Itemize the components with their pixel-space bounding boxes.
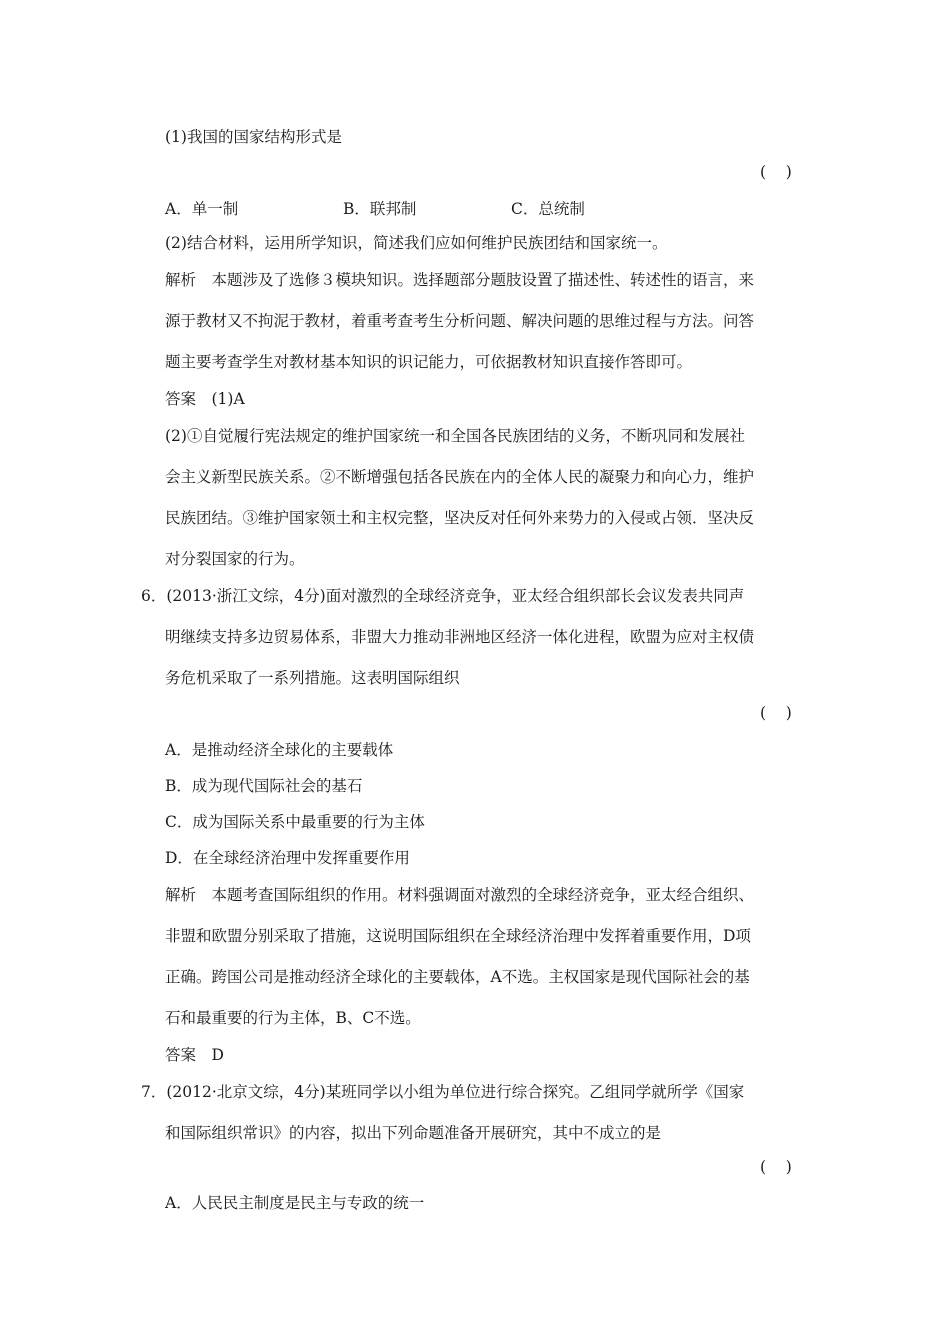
q6-analysis-line: 非盟和欧盟分别采取了措施，这说明国际组织在全球经济治理中发挥着重要作用，D项 <box>165 927 751 945</box>
q6-analysis-line: 石和最重要的行为主体，B、C不选。 <box>165 1009 421 1027</box>
q5-sub1-stem: (1)我国的国家结构形式是 <box>165 128 342 146</box>
q5-analysis-line: 源于教材又不拘泥于教材，着重考查考生分析问题、解决问题的思维过程与方法。问答 <box>165 312 755 330</box>
q7-answer-bracket: ( ) <box>760 1158 792 1176</box>
q5-option-b: B．联邦制 <box>343 200 417 218</box>
q6-option-c: C．成为国际关系中最重要的行为主体 <box>165 813 425 831</box>
q5-option-c: C．总统制 <box>511 200 585 218</box>
q6-option-a: A．是推动经济全球化的主要载体 <box>165 741 394 759</box>
q6-analysis-line: 正确。跨国公司是推动经济全球化的主要载体，A不选。主权国家是现代国际社会的基 <box>165 968 750 986</box>
q7-option-a: A．人民民主制度是民主与专政的统一 <box>165 1194 425 1212</box>
q5-analysis-line: 解析 本题涉及了选修３模块知识。选择题部分题肢设置了描述性、转述性的语言，来 <box>165 271 755 289</box>
q5-answer2-line: 会主义新型民族关系。②不断增强包括各民族在内的全体人民的凝聚力和向心力，维护 <box>165 468 755 486</box>
q5-answer2-line: 对分裂国家的行为。 <box>165 550 305 568</box>
q6-stem-line: 务危机采取了一系列措施。这表明国际组织 <box>165 669 460 687</box>
q6-answer-bracket: ( ) <box>760 704 792 722</box>
q5-answer2-line: 民族团结。③维护国家领土和主权完整，坚决反对任何外来势力的入侵或占领．坚决反 <box>165 509 755 527</box>
q6-option-d: D．在全球经济治理中发挥重要作用 <box>165 849 410 867</box>
q5-answer-bracket: ( ) <box>760 163 792 181</box>
q7-stem-line: 7．(2012·北京文综，4分)某班同学以小组为单位进行综合探究。乙组同学就所学《国家 <box>141 1083 745 1101</box>
q5-answer2-line: (2)①自觉履行宪法规定的维护国家统一和全国各民族团结的义务，不断巩同和发展社 <box>165 427 745 445</box>
q6-answer: 答案 D <box>165 1046 224 1064</box>
q5-answer-label: 答案 (1)A <box>165 390 245 408</box>
q6-stem-line: 6．(2013·浙江文综，4分)面对激烈的全球经济竞争，亚太经合组织部长会议发表共同声 <box>141 587 745 605</box>
q5-sub2-stem: (2)结合材料，运用所学知识，简述我们应如何维护民族团结和国家统一。 <box>165 234 668 252</box>
q6-option-b: B．成为现代国际社会的基石 <box>165 777 363 795</box>
q7-stem-line: 和国际组织常识》的内容，拟出下列命题准备开展研究，其中不成立的是 <box>165 1124 662 1142</box>
q5-analysis-line: 题主要考查学生对教材基本知识的识记能力，可依据教材知识直接作答即可。 <box>165 353 693 371</box>
q5-option-a: A．单一制 <box>165 200 239 218</box>
q6-stem-line: 明继续支持多边贸易体系，非盟大力推动非洲地区经济一体化进程，欧盟为应对主权债 <box>165 628 755 646</box>
q6-analysis-line: 解析 本题考查国际组织的作用。材料强调面对激烈的全球经济竞争，亚太经合组织、 <box>165 886 755 904</box>
